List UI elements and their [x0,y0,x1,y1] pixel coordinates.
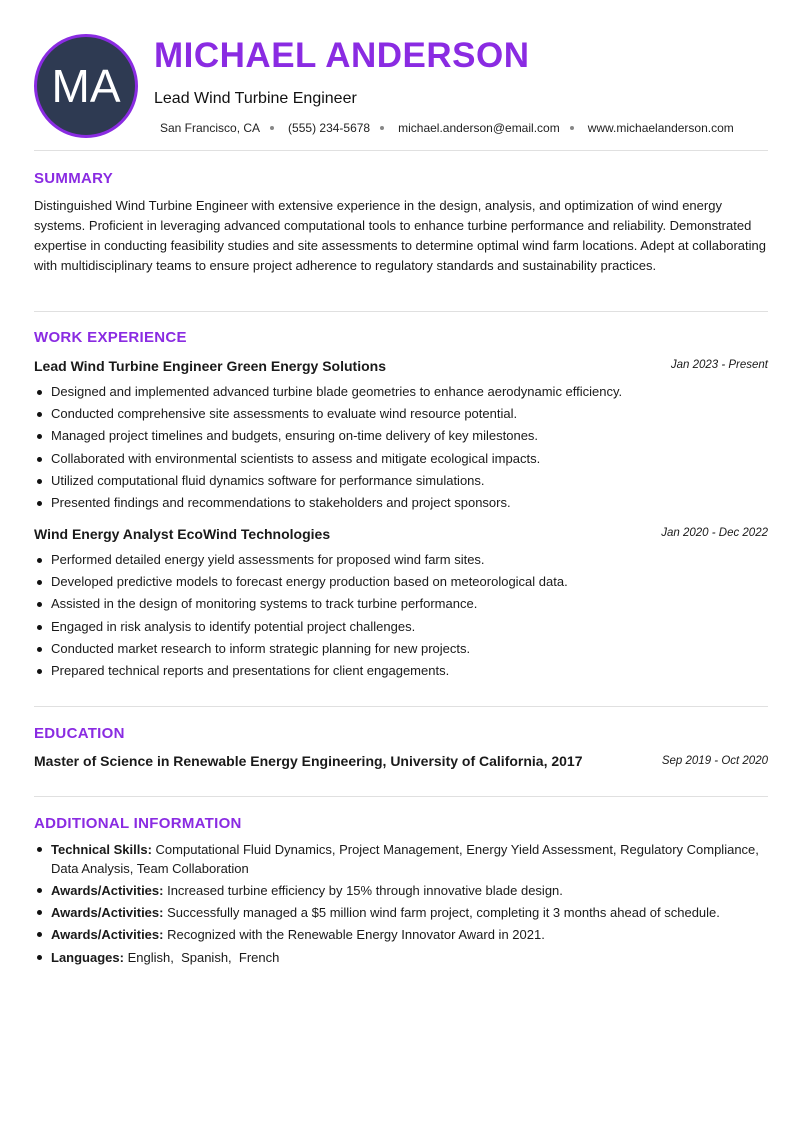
list-item: Performed detailed energy yield assessments for proposed wind farm sites. [34,549,768,571]
info-text: Increased turbine efficiency by 15% through innovative blade design. [167,883,563,898]
info-label: Awards/Activities: [51,905,164,920]
contact-bar [160,121,734,135]
list-item [34,840,768,878]
list-item: Utilized computational fluid dynamics software for performance simulations. [34,470,768,492]
list-item: Conducted comprehensive site assessments to evaluate wind resource potential. [34,403,768,425]
job-date: Jan 2023 - Present [670,359,768,371]
list-item: Managed project timelines and budgets, ensuring on-time delivery of key milestones. [34,425,768,447]
list-item [34,903,768,922]
work-experience-heading: WORK EXPERIENCE [34,329,187,346]
candidate-role: Lead Wind Turbine Engineer [154,90,357,107]
list-item [34,948,768,967]
separator-dot [270,126,274,130]
separator-dot [380,126,384,130]
list-item: Developed predictive models to forecast energy production based on meteorological data. [34,571,768,593]
additional-info-list [34,840,768,970]
info-label: Awards/Activities: [51,927,164,942]
list-item: Presented findings and recommendations to stakeholders and project sponsors. [34,492,768,514]
candidate-name: MICHAEL ANDERSON [154,36,530,75]
info-label: Awards/Activities: [51,883,164,898]
divider [34,796,768,797]
divider [34,706,768,707]
separator-dot [570,126,574,130]
list-item [34,925,768,944]
divider [34,311,768,312]
job-bullets [34,549,768,682]
degree: Master of Science in Renewable Energy Engineering, University of California, 2017 [34,753,583,769]
list-item: Collaborated with environmental scientists to assess and mitigate ecological impacts. [34,448,768,470]
info-text: Computational Fluid Dynamics, Project Management, Energy Yield Assessment, Regulatory Compliance, Data Analysis, Team Collaboration [51,842,759,876]
education-heading: EDUCATION [34,725,125,742]
info-text: Recognized with the Renewable Energy Innovator Award in 2021. [167,927,545,942]
summary-heading: SUMMARY [34,170,114,187]
job-bullets [34,381,768,514]
info-label: Technical Skills: [51,842,152,857]
resume-header [34,34,768,138]
list-item: Conducted market research to inform strategic planning for new projects. [34,638,768,660]
job-date: Jan 2020 - Dec 2022 [661,527,768,539]
avatar [34,34,138,138]
contact-website[interactable]: www.michaelanderson.com [587,121,734,135]
additional-info-heading: ADDITIONAL INFORMATION [34,815,242,832]
job-title: Wind Energy Analyst EcoWind Technologies [34,526,331,542]
list-item [34,881,768,900]
contact-location: San Francisco, CA [160,121,288,135]
summary-text: Distinguished Wind Turbine Engineer with extensive experience in the design, analysis, and optimization of wind energy systems. Proficient in leveraging advanced computational tools to enhance turbine performance and reliability. Demonstrated expertise in conducting feasibility studies and site assessments to determine optimal wind farm locations. Adept at collaborating with multidisciplinary teams to ensure project adherence to regulatory standards and sustainability practices. [34,198,766,273]
education-entry [34,753,768,771]
list-item: Designed and implemented advanced turbine blade geometries to enhance aerodynamic efficiency. [34,381,768,403]
avatar-initials: MA [51,60,121,112]
list-item: Engaged in risk analysis to identify potential project challenges. [34,616,768,638]
job-header [34,526,768,544]
education-date: Sep 2019 - Oct 2020 [661,755,768,767]
divider [34,150,768,151]
contact-phone: (555) 234-5678 [288,121,398,135]
info-label: Languages: [51,950,124,965]
list-item: Assisted in the design of monitoring systems to track turbine performance. [34,593,768,615]
job-header [34,358,768,376]
info-text: English, Spanish, French [127,950,280,965]
contact-email[interactable]: michael.anderson@email.com [398,121,588,135]
job-title: Lead Wind Turbine Engineer Green Energy Solutions [34,358,386,374]
info-text: Successfully managed a $5 million wind farm project, completing it 3 months ahead of schedule. [167,905,720,920]
list-item: Prepared technical reports and presentations for client engagements. [34,660,768,682]
